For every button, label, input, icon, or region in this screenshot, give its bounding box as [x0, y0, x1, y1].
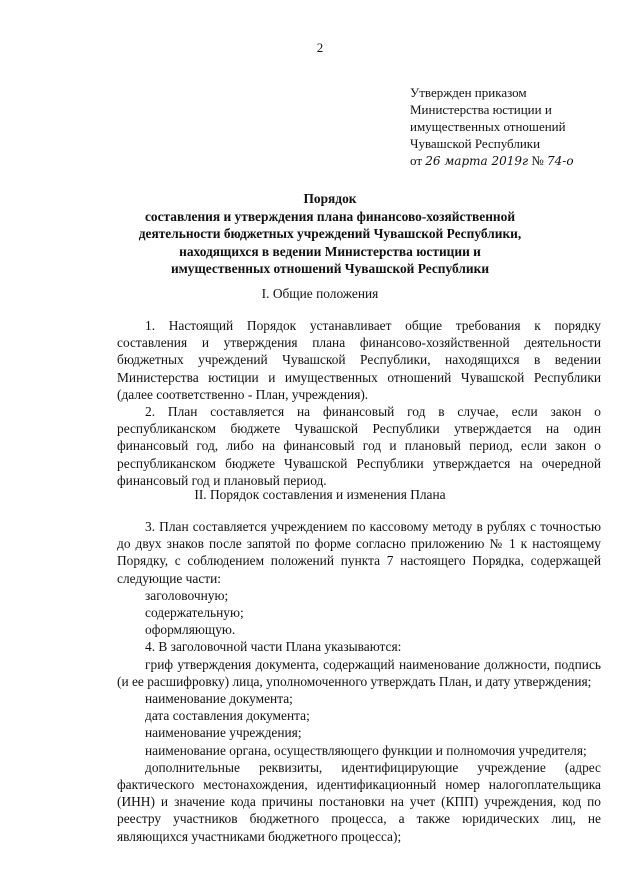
paragraph: 3. План составляется учреждением по кассовому методу в рублях с точностью до двух знаков после запятой по форме согласно приложению № 1 к настоящему Порядку, с соблюдением положений пункта 7 настоящего Порядка, содержащей следующие части:	[117, 519, 601, 586]
approval-line: Чувашской Республики	[410, 136, 541, 151]
list-item: наименование органа, осуществляющего функции и полномочия учредителя;	[145, 742, 587, 758]
paragraph: 4. В заголовочной части Плана указываются:	[145, 639, 402, 655]
paragraph: 1. Настоящий Порядок устанавливает общие требования к порядку составления и утверждения плана финансово-хозяйственной деятельности бюджетных учреждений Чувашской Республики, находящихся в ведении Министерства юстиции и имущественных отношений Чувашской Республики (далее соответственно - План, учреждения).	[117, 318, 601, 402]
title-line: Порядок	[303, 191, 357, 206]
title-line: деятельности бюджетных учреждений Чувашской Республики,	[138, 226, 522, 241]
title-line: имущественных отношений Чувашской Республики	[170, 261, 490, 276]
handwritten-date: 26 марта 2019г	[425, 154, 529, 168]
section-heading: II. Порядок составления и изменения Плана	[194, 487, 446, 502]
approval-line: Утвержден приказом	[410, 85, 527, 100]
list-item: гриф утверждения документа, содержащий наименование должности, подпись (и ее расшифровку) лица, уполномоченного утверждать План, и дату утверждения;	[117, 656, 601, 689]
page-number: 2	[316, 40, 324, 55]
title-line: составления и утверждения плана финансово-хозяйственной	[144, 208, 516, 224]
list-item: содержательную;	[145, 605, 244, 621]
list-item: наименование документа;	[145, 691, 293, 707]
section-heading: I. Общие положения	[261, 286, 379, 301]
handwritten-number: 74-о	[547, 154, 574, 168]
number-label: №	[531, 153, 544, 168]
approval-date-line	[410, 152, 574, 170]
list-item: дополнительные реквизиты, идентифицирующие учреждение (адрес фактического местонахождения, идентификационный номер налогоплательщика (ИНН) и значение кода причины постановки на учет (КПП) учреждения, код по реестру участников бюджетного процесса, а также юридических лиц, не являющихся участниками бюджетного процесса);	[117, 759, 601, 844]
list-item: дата составления документа;	[145, 708, 310, 724]
approval-line: имущественных отношений	[410, 119, 566, 134]
section-body	[117, 317, 601, 489]
paragraph: 2. План составляется на финансовый год в случае, если закон о республиканском бюджете Чувашской Республики утверждается на один финансовый год, либо на финансовый год и плановый период, если закон о республиканском бюджете Чувашской Республики утверждается на очередной финансовый год и плановый период.	[117, 404, 601, 488]
section-body	[117, 518, 601, 845]
approval-stamp	[410, 84, 574, 170]
document-title	[60, 190, 600, 278]
from-label: от	[410, 153, 423, 168]
title-line: находящихся в ведении Министерства юстиции и	[179, 243, 481, 259]
list-item: наименование учреждения;	[145, 725, 302, 741]
list-item: оформляющую.	[145, 622, 236, 638]
approval-line: Министерства юстиции и	[410, 102, 552, 117]
list-item: заголовочную;	[145, 587, 229, 603]
